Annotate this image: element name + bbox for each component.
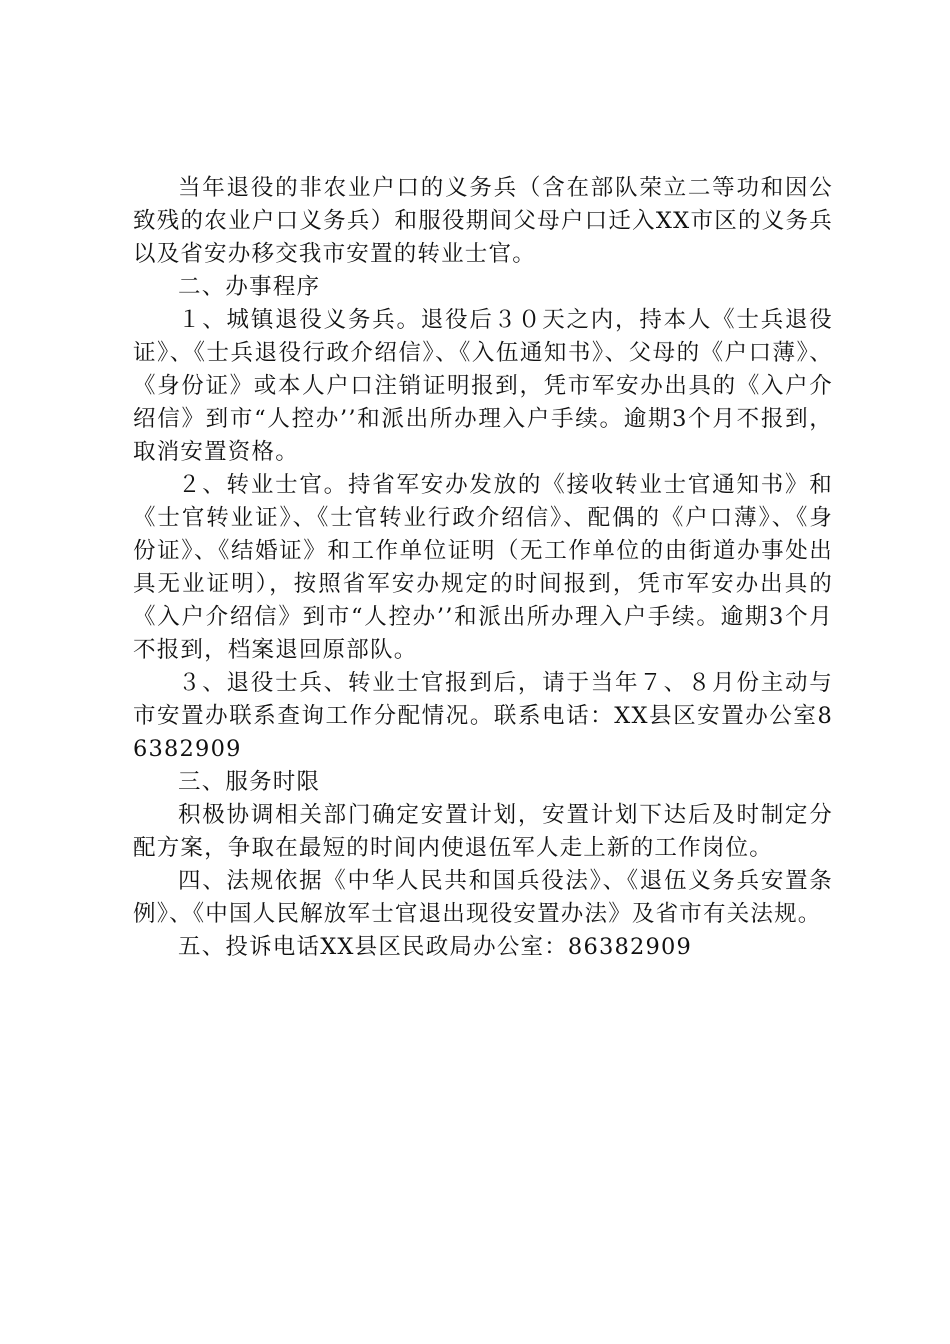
document-page bbox=[133, 172, 833, 964]
paragraph-legal-basis: 四、法规依据《中华人民共和国兵役法》、《退伍义务兵安置条例》、《中国人民解放军士官退出现役安置办法》及省市有关法规。 bbox=[133, 868, 833, 927]
heading-service-time: 三、服务时限 bbox=[178, 769, 321, 795]
heading-procedure: 二、办事程序 bbox=[178, 274, 321, 300]
paragraph-eligibility: 当年退役的非农业户口的义务兵（含在部队荣立二等功和因公致残的农业户口义务兵）和服役期间父母户口迁入XX市区的义务兵以及省安办移交我市安置的转业士官。 bbox=[133, 175, 833, 267]
paragraph-procedure-3: ３、退役士兵、转业士官报到后，请于当年７、８月份主动与市安置办联系查询工作分配情况。联系电话：XX县区安置办公室86382909 bbox=[133, 670, 833, 762]
paragraph-complaint-phone: 五、投诉电话XX县区民政局办公室：86382909 bbox=[178, 934, 693, 960]
paragraph-procedure-1: １、城镇退役义务兵。退役后３０天之内，持本人《士兵退役证》、《士兵退役行政介绍信》、《入伍通知书》、父母的《户口薄》、《身份证》或本人户口注销证明报到，凭市军安办出具的《入户介绍信》到市“人控办’’和派出所办理入户手续。逾期3个月不报到，取消安置资格。 bbox=[133, 307, 833, 465]
paragraph-service-time: 积极协调相关部门确定安置计划，安置计划下达后及时制定分配方案，争取在最短的时间内使退伍军人走上新的工作岗位。 bbox=[133, 802, 833, 861]
paragraph-procedure-2: ２、转业士官。持省军安办发放的《接收转业士官通知书》和《士官转业证》、《士官转业行政介绍信》、配偶的《户口薄》、《身份证》、《结婚证》和工作单位证明（无工作单位的由街道办事处出具无业证明），按照省军安办规定的时间报到，凭市军安办出具的《入户介绍信》到市“人控办’’和派出所办理入户手续。逾期3个月不报到，档案退回原部队。 bbox=[133, 472, 833, 663]
